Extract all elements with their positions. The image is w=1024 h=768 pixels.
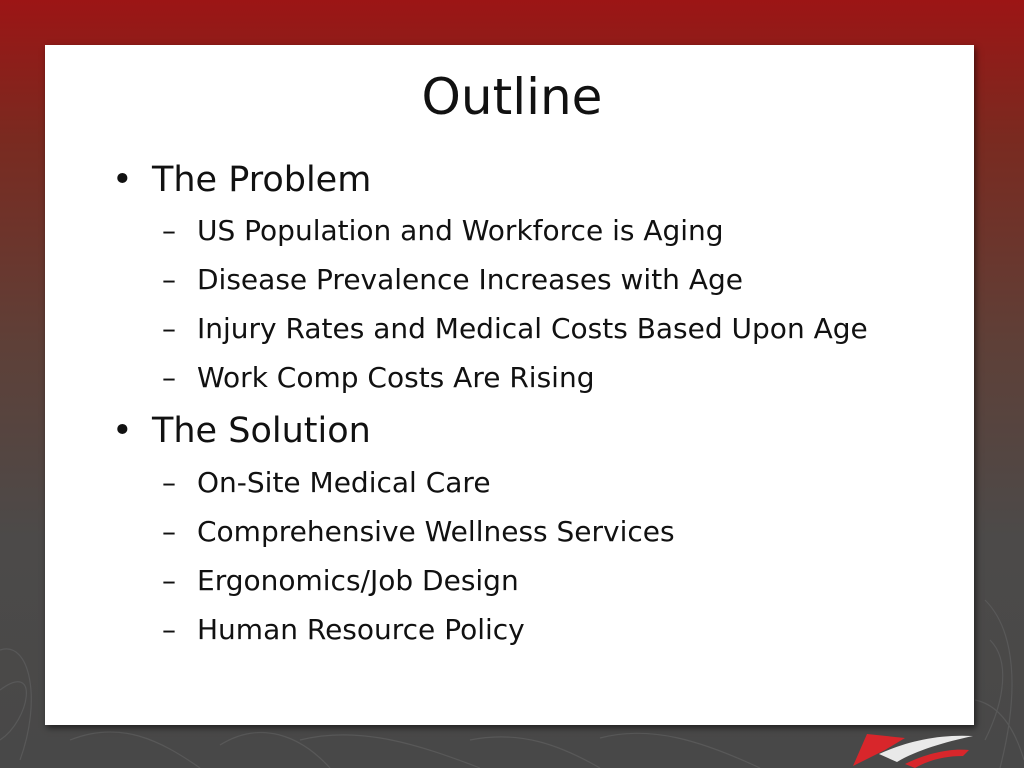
dash-icon: – (162, 361, 176, 394)
bullet-icon: • (112, 411, 133, 451)
dash-icon: – (162, 613, 176, 646)
list-item (162, 464, 491, 502)
list-item (162, 310, 868, 348)
list-item (112, 157, 371, 203)
section-heading: The Problem (152, 160, 372, 200)
sub-item-label: US Population and Workforce is Aging (197, 214, 724, 247)
section-heading: The Solution (152, 411, 371, 451)
dash-icon: – (162, 312, 176, 345)
dash-icon: – (162, 263, 176, 296)
list-item (162, 212, 724, 250)
sub-item-label: Work Comp Costs Are Rising (197, 361, 595, 394)
dash-icon: – (162, 466, 176, 499)
bullet-icon: • (112, 160, 133, 200)
sub-item-label: On-Site Medical Care (197, 466, 491, 499)
list-item (112, 408, 371, 454)
sub-item-label: Ergonomics/Job Design (197, 564, 519, 597)
red-swoosh-logo-icon (845, 728, 975, 768)
dash-icon: – (162, 515, 176, 548)
sub-item-label: Comprehensive Wellness Services (197, 515, 675, 548)
list-item (162, 359, 594, 397)
dash-icon: – (162, 564, 176, 597)
list-item (162, 261, 743, 299)
list-item (162, 513, 675, 551)
list-item (162, 562, 519, 600)
sub-item-label: Injury Rates and Medical Costs Based Upon Age (197, 312, 868, 345)
slide-title: Outline (421, 68, 603, 126)
sub-item-label: Disease Prevalence Increases with Age (197, 263, 743, 296)
list-item (162, 611, 525, 649)
sub-item-label: Human Resource Policy (197, 613, 525, 646)
dash-icon: – (162, 214, 176, 247)
